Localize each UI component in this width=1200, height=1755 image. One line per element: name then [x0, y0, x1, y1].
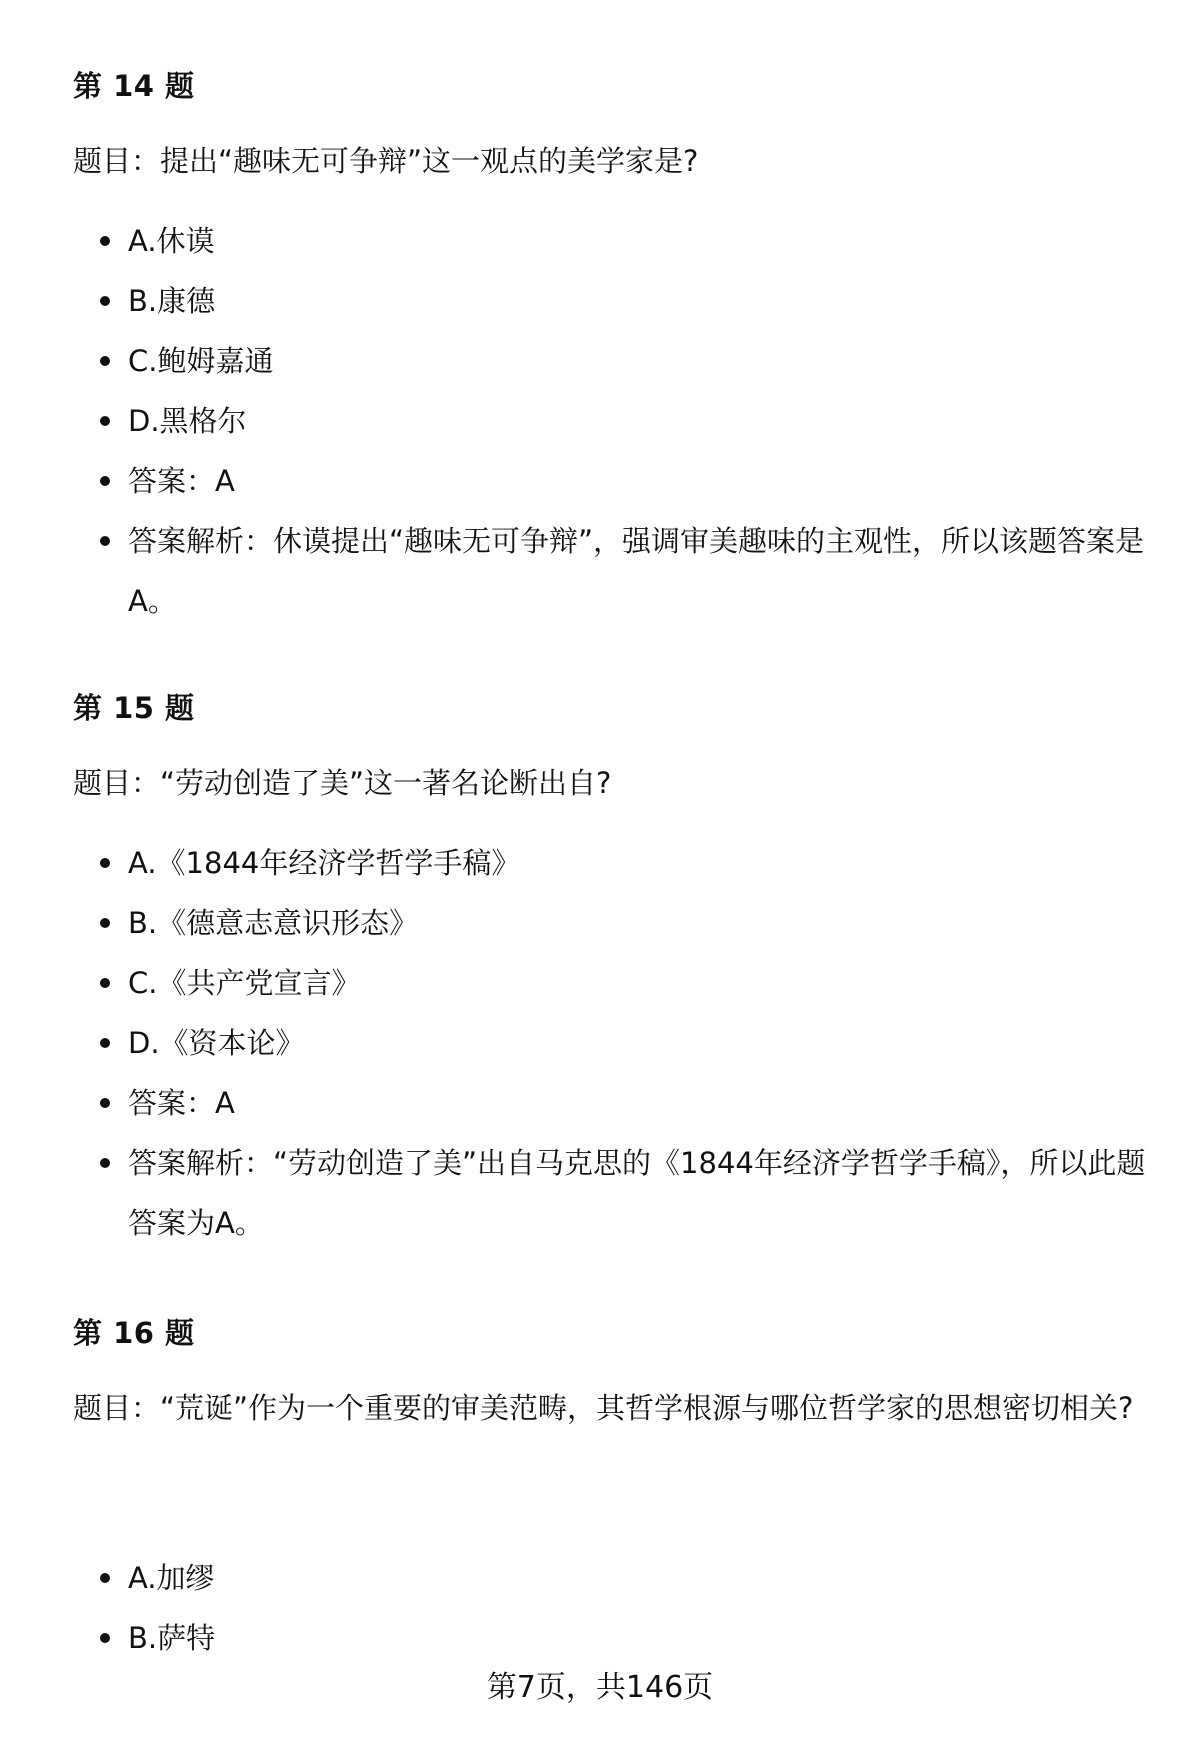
answer: 答案：A: [73, 451, 1153, 511]
answer-explanation: 答案解析：休谟提出“趣味无可争辩”，强调审美趣味的主观性，所以该题答案是A。: [73, 511, 1153, 631]
question-15-text: 题目：“劳动创造了美”这一著名论断出自?: [73, 766, 612, 800]
page-number-footer: 第7页，共146页: [486, 1670, 714, 1705]
question-16-text: 题目：“荒诞”作为一个重要的审美范畴，其哲学根源与哪位哲学家的思想密切相关?: [73, 1391, 1134, 1425]
option-c: C.鲍姆嘉通: [73, 331, 1153, 391]
option-b: B.萨特: [73, 1608, 1153, 1668]
option-a: A.《1844年经济学哲学手稿》: [73, 833, 1153, 893]
option-c: C.《共产党宣言》: [73, 953, 1153, 1013]
question-14-heading: 第 14 题: [73, 69, 195, 103]
answer-explanation: 答案解析：“劳动创造了美”出自马克思的《1844年经济学哲学手稿》，所以此题答案为A。: [73, 1133, 1153, 1253]
option-b: B.《德意志意识形态》: [73, 893, 1153, 953]
question-16-heading: 第 16 题: [73, 1316, 195, 1350]
question-14-options: [73, 211, 1153, 631]
answer: 答案：A: [73, 1073, 1153, 1133]
question-15-options: [73, 833, 1153, 1253]
option-d: D.黑格尔: [73, 391, 1153, 451]
option-d: D.《资本论》: [73, 1013, 1153, 1073]
question-15-heading: 第 15 题: [73, 691, 195, 725]
question-14-text: 题目：提出“趣味无可争辩”这一观点的美学家是?: [73, 144, 699, 178]
option-a: A.休谟: [73, 211, 1153, 271]
option-a: A.加缪: [73, 1548, 1153, 1608]
question-16-options: [73, 1548, 1153, 1668]
option-b: B.康德: [73, 271, 1153, 331]
